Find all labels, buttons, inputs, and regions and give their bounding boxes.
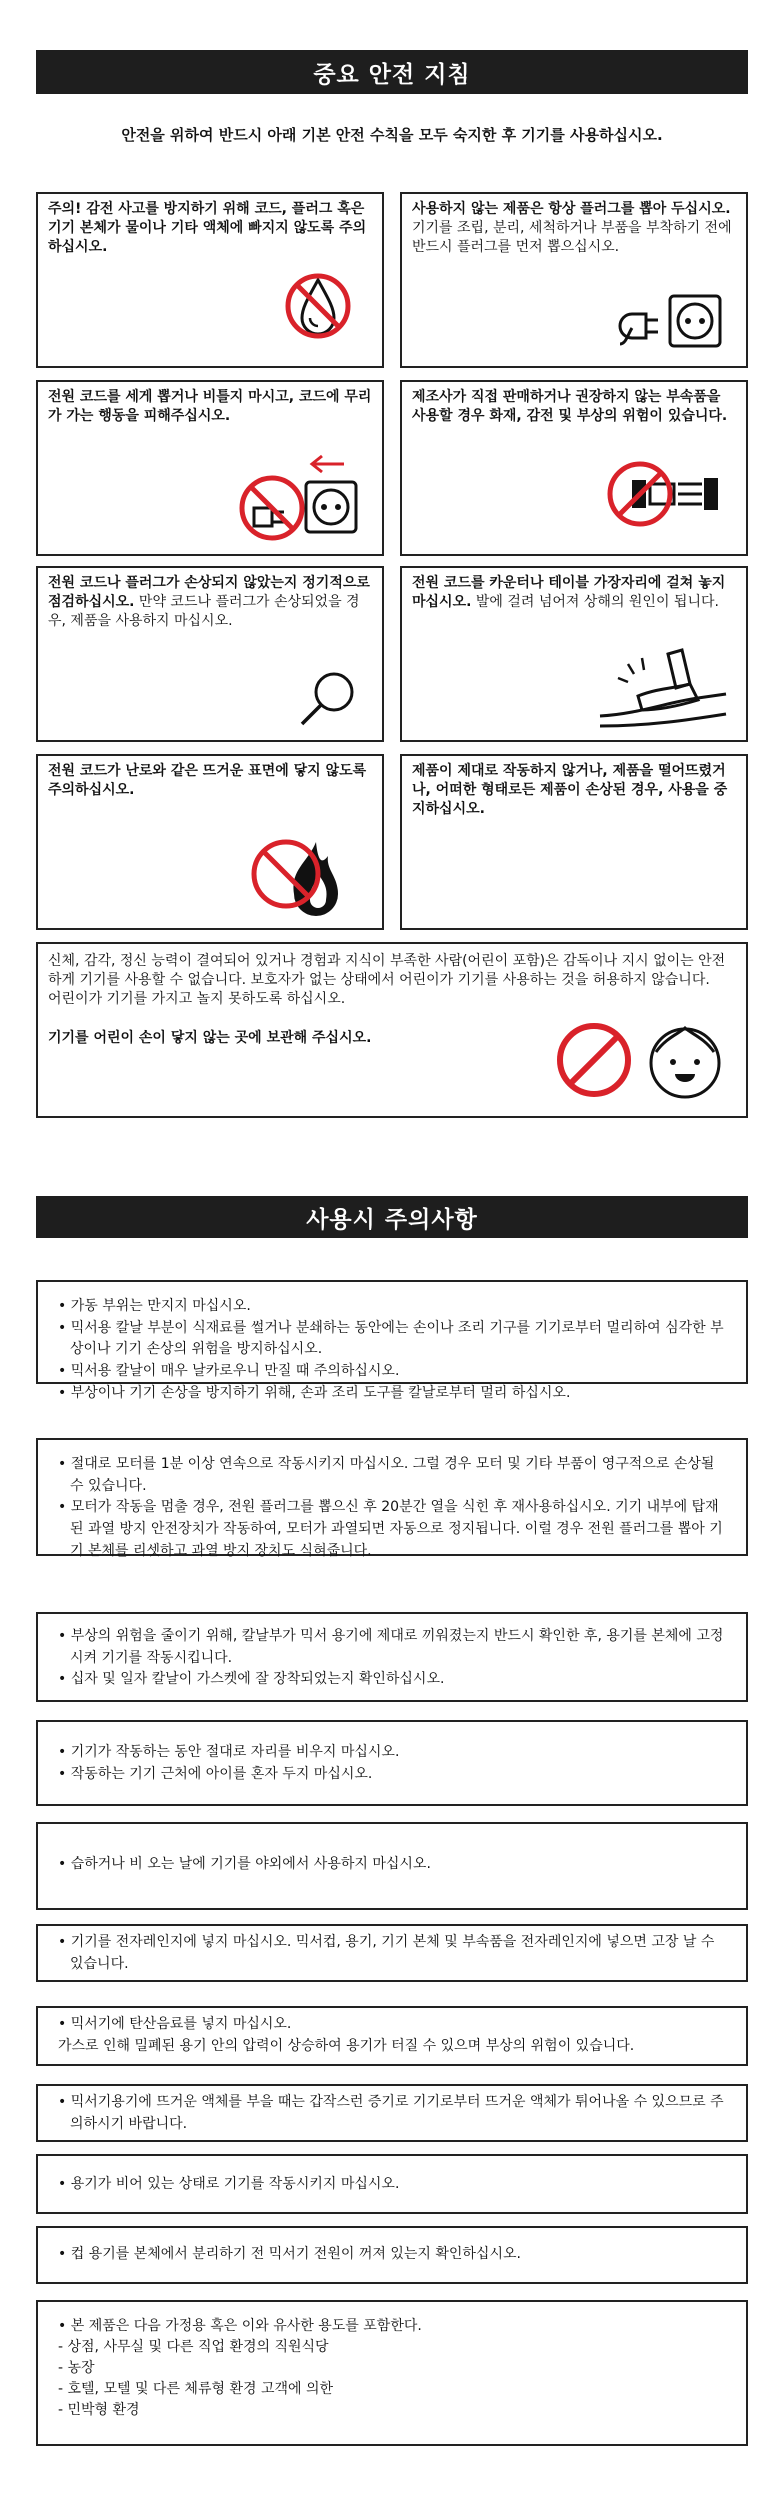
- children-storage-line: 기기를 어린이 손이 닿지 않는 곳에 보관해 주십시오.: [48, 1029, 372, 1046]
- notice-attendance: [36, 1720, 748, 1806]
- card-bold-text: 전원 코드나 플러그가 손상되지 않았는지 정기적으로 점검하십시오.: [48, 575, 370, 610]
- no-water-icon: [278, 266, 358, 346]
- safety-card-cord: [36, 380, 384, 556]
- notice-line: 가스로 인해 밀폐된 용기 안의 압력이 상승하여 용기가 터질 수 있으며 부상의 위험이 있습니다.: [58, 2037, 635, 2054]
- card-text: 기기를 조립, 분리, 세척하거나 부품을 부착하기 전에 반드시 플러그를 먼저 뽑으십시오.: [412, 219, 732, 255]
- caution-banner: [36, 1196, 748, 1238]
- safety-card-damaged: [400, 754, 748, 930]
- no-pull-cord-icon: [234, 442, 374, 542]
- notice-line: • 용기가 비어 있는 상태로 기기를 작동시키지 마십시오.: [58, 2174, 732, 2196]
- notice-line: • 부상이나 기기 손상을 방지하기 위해, 손과 조리 도구를 칼날로부터 멀리 하십시오.: [58, 1383, 732, 1405]
- safety-card-inspect: [36, 566, 384, 742]
- caution-title: 사용시 주의사항: [306, 1206, 478, 1233]
- card-bold-text: 사용하지 않는 제품은 항상 플러그를 뽑아 두십시오.: [412, 201, 731, 217]
- notice-blade-assembly: [36, 1612, 748, 1702]
- notice-line: • 부상의 위험을 줄이기 위해, 칼날부가 믹서 용기에 제대로 끼워졌는지 반드시 확인한 후, 용기를 본체에 고정시켜 기기를 작동시킵니다.: [58, 1626, 732, 1669]
- safety-card-water: [36, 192, 384, 368]
- safety-card-accessory: [400, 380, 748, 556]
- card-text: 발에 걸려 넘어져 상해의 원인이 됩니다.: [471, 593, 719, 610]
- card-bold-text: 주의! 감전 사고를 방지하기 위해 코드, 플러그 혹은 기기 본체가 물이나 기타 액체에 빠지지 않도록 주의하십시오.: [48, 201, 367, 255]
- magnifier-icon: [296, 668, 360, 732]
- safety-card-children: [36, 942, 748, 1118]
- notice-line: • 절대로 모터를 1분 이상 연속으로 작동시키지 마십시오. 그럴 경우 모터 및 기타 부품이 영구적으로 손상될 수 있습니다.: [58, 1454, 732, 1497]
- safety-card-unplug: [400, 192, 748, 368]
- notice-line: • 컵 용기를 본체에서 분리하기 전 믹서기 전원이 꺼져 있는지 확인하십시오.: [58, 2244, 732, 2266]
- notice-line: • 가동 부위는 만지지 마십시오.: [58, 1296, 732, 1318]
- safety-banner: [36, 50, 748, 94]
- card-bold-text: 전원 코드가 난로와 같은 뜨거운 표면에 닿지 않도록 주의하십시오.: [48, 763, 367, 798]
- notice-line: - 상점, 사무실 및 다른 직업 환경의 직원식당: [58, 2339, 329, 2355]
- notice-line: • 기기를 전자레인지에 넣지 마십시오. 믹서컵, 용기, 기기 본체 및 부속품을 전자레인지에 넣으면 고장 날 수 있습니다.: [58, 1932, 732, 1975]
- notice-line: • 믹서기용기에 뜨거운 액체를 부을 때는 갑작스런 증기로 기기로부터 뜨거운 액체가 튀어나올 수 있으므로 주의하시기 바랍니다.: [58, 2092, 732, 2135]
- card-bold-text: 제조사가 직접 판매하거나 권장하지 않는 부속품을 사용할 경우 화재, 감전 및 부상의 위험이 있습니다.: [412, 389, 728, 424]
- no-fire-icon: [238, 822, 358, 922]
- children-line: 어린이가 기기를 가지고 놀지 못하도록 하십시오.: [48, 990, 346, 1007]
- card-bold-text: 제품이 제대로 작동하지 않거나, 제품을 떨어뜨렸거나, 어떠한 형태로든 제품이 손상된 경우, 사용을 중지하십시오.: [412, 763, 728, 817]
- notice-line: • 습하거나 비 오는 날에 기기를 야외에서 사용하지 마십시오.: [58, 1854, 732, 1876]
- safety-card-edge: [400, 566, 748, 742]
- notice-carbonated: [36, 2006, 748, 2066]
- notice-hot-liquid: [36, 2084, 748, 2142]
- notice-line: • 믹서용 칼날 부분이 식재료를 썰거나 분쇄하는 동안에는 손이나 조리 기구를 기기로부터 멀리하여 심각한 부상이나 기기 손상의 위험을 방지하십시오.: [58, 1318, 732, 1361]
- notice-intended-use: [36, 2300, 748, 2446]
- child-face-icon: [642, 1018, 728, 1104]
- children-paragraph: 신체, 감각, 정신 능력이 결여되어 있거나 경험과 지식이 부족한 사람(어린이 포함)은 감독이나 지시 없이는 안전하게 기기를 사용할 수 없습니다. 보호자가 없는 상태에서 어린이가 기기를 사용하는 것을 허용하지 않습니다.: [48, 953, 726, 988]
- notice-line: - 호텔, 모텔 및 다른 체류형 환경 고객에 의한: [58, 2381, 334, 2397]
- no-children-icon: [554, 1020, 634, 1100]
- notice-line: • 믹서기에 탄산음료를 넣지 마십시오.: [58, 2014, 732, 2036]
- card-bold-text: 전원 코드를 세게 뽑거나 비틀지 마시고, 코드에 무리가 가는 행동을 피해주십시오.: [48, 389, 372, 424]
- notice-line: • 모터가 작동을 멈출 경우, 전원 플러그를 뽑으신 후 20분간 열을 식힌 후 재사용하십시오. 기기 내부에 탑재된 과열 방지 안전장치가 작동하여, 모터가 과열되면 자동으로 정지됩니다. 이럴 경우 전원 플러그를 뽑아 기기 본체를 리셋하고 과열 방지 장치도 식혀줍니다.: [58, 1497, 732, 1562]
- card-text: 만약 코드나 플러그가 손상되었을 경우, 제품을 사용하지 마십시오.: [48, 593, 360, 629]
- notice-microwave: [36, 1924, 748, 1982]
- notice-empty: [36, 2154, 748, 2214]
- card-bold-text: 전원 코드를 카운터나 테이블 가장자리에 걸쳐 놓지 마십시오.: [412, 575, 726, 610]
- notice-line: • 믹서용 칼날이 매우 날카로우니 만질 때 주의하십시오.: [58, 1361, 732, 1383]
- no-accessory-icon: [592, 454, 732, 534]
- unplug-icon: [612, 284, 732, 354]
- notice-outdoor: [36, 1822, 748, 1910]
- notice-line: • 본 제품은 다음 가정용 혹은 이와 유사한 용도를 포함한다.: [58, 2316, 732, 2337]
- notice-line: • 기기가 작동하는 동안 절대로 자리를 비우지 마십시오.: [58, 1742, 732, 1764]
- notice-line: - 민박형 환경: [58, 2402, 140, 2418]
- notice-line: - 농장: [58, 2360, 95, 2376]
- notice-line: • 작동하는 기기 근처에 아이를 혼자 두지 마십시오.: [58, 1764, 732, 1786]
- notice-moving-parts: [36, 1280, 748, 1401]
- notice-line: • 십자 및 일자 칼날이 가스켓에 잘 장착되었는지 확인하십시오.: [58, 1669, 732, 1691]
- safety-title: 중요 안전 지침: [313, 61, 471, 88]
- notice-motor: [36, 1438, 748, 1559]
- safety-subtitle: 안전을 위하여 반드시 아래 기본 안전 수칙을 모두 숙지한 후 기기를 사용하십시오.: [121, 126, 663, 144]
- notice-power-off: [36, 2226, 748, 2284]
- trip-hazard-icon: [598, 644, 728, 734]
- safety-card-hot-surface: [36, 754, 384, 930]
